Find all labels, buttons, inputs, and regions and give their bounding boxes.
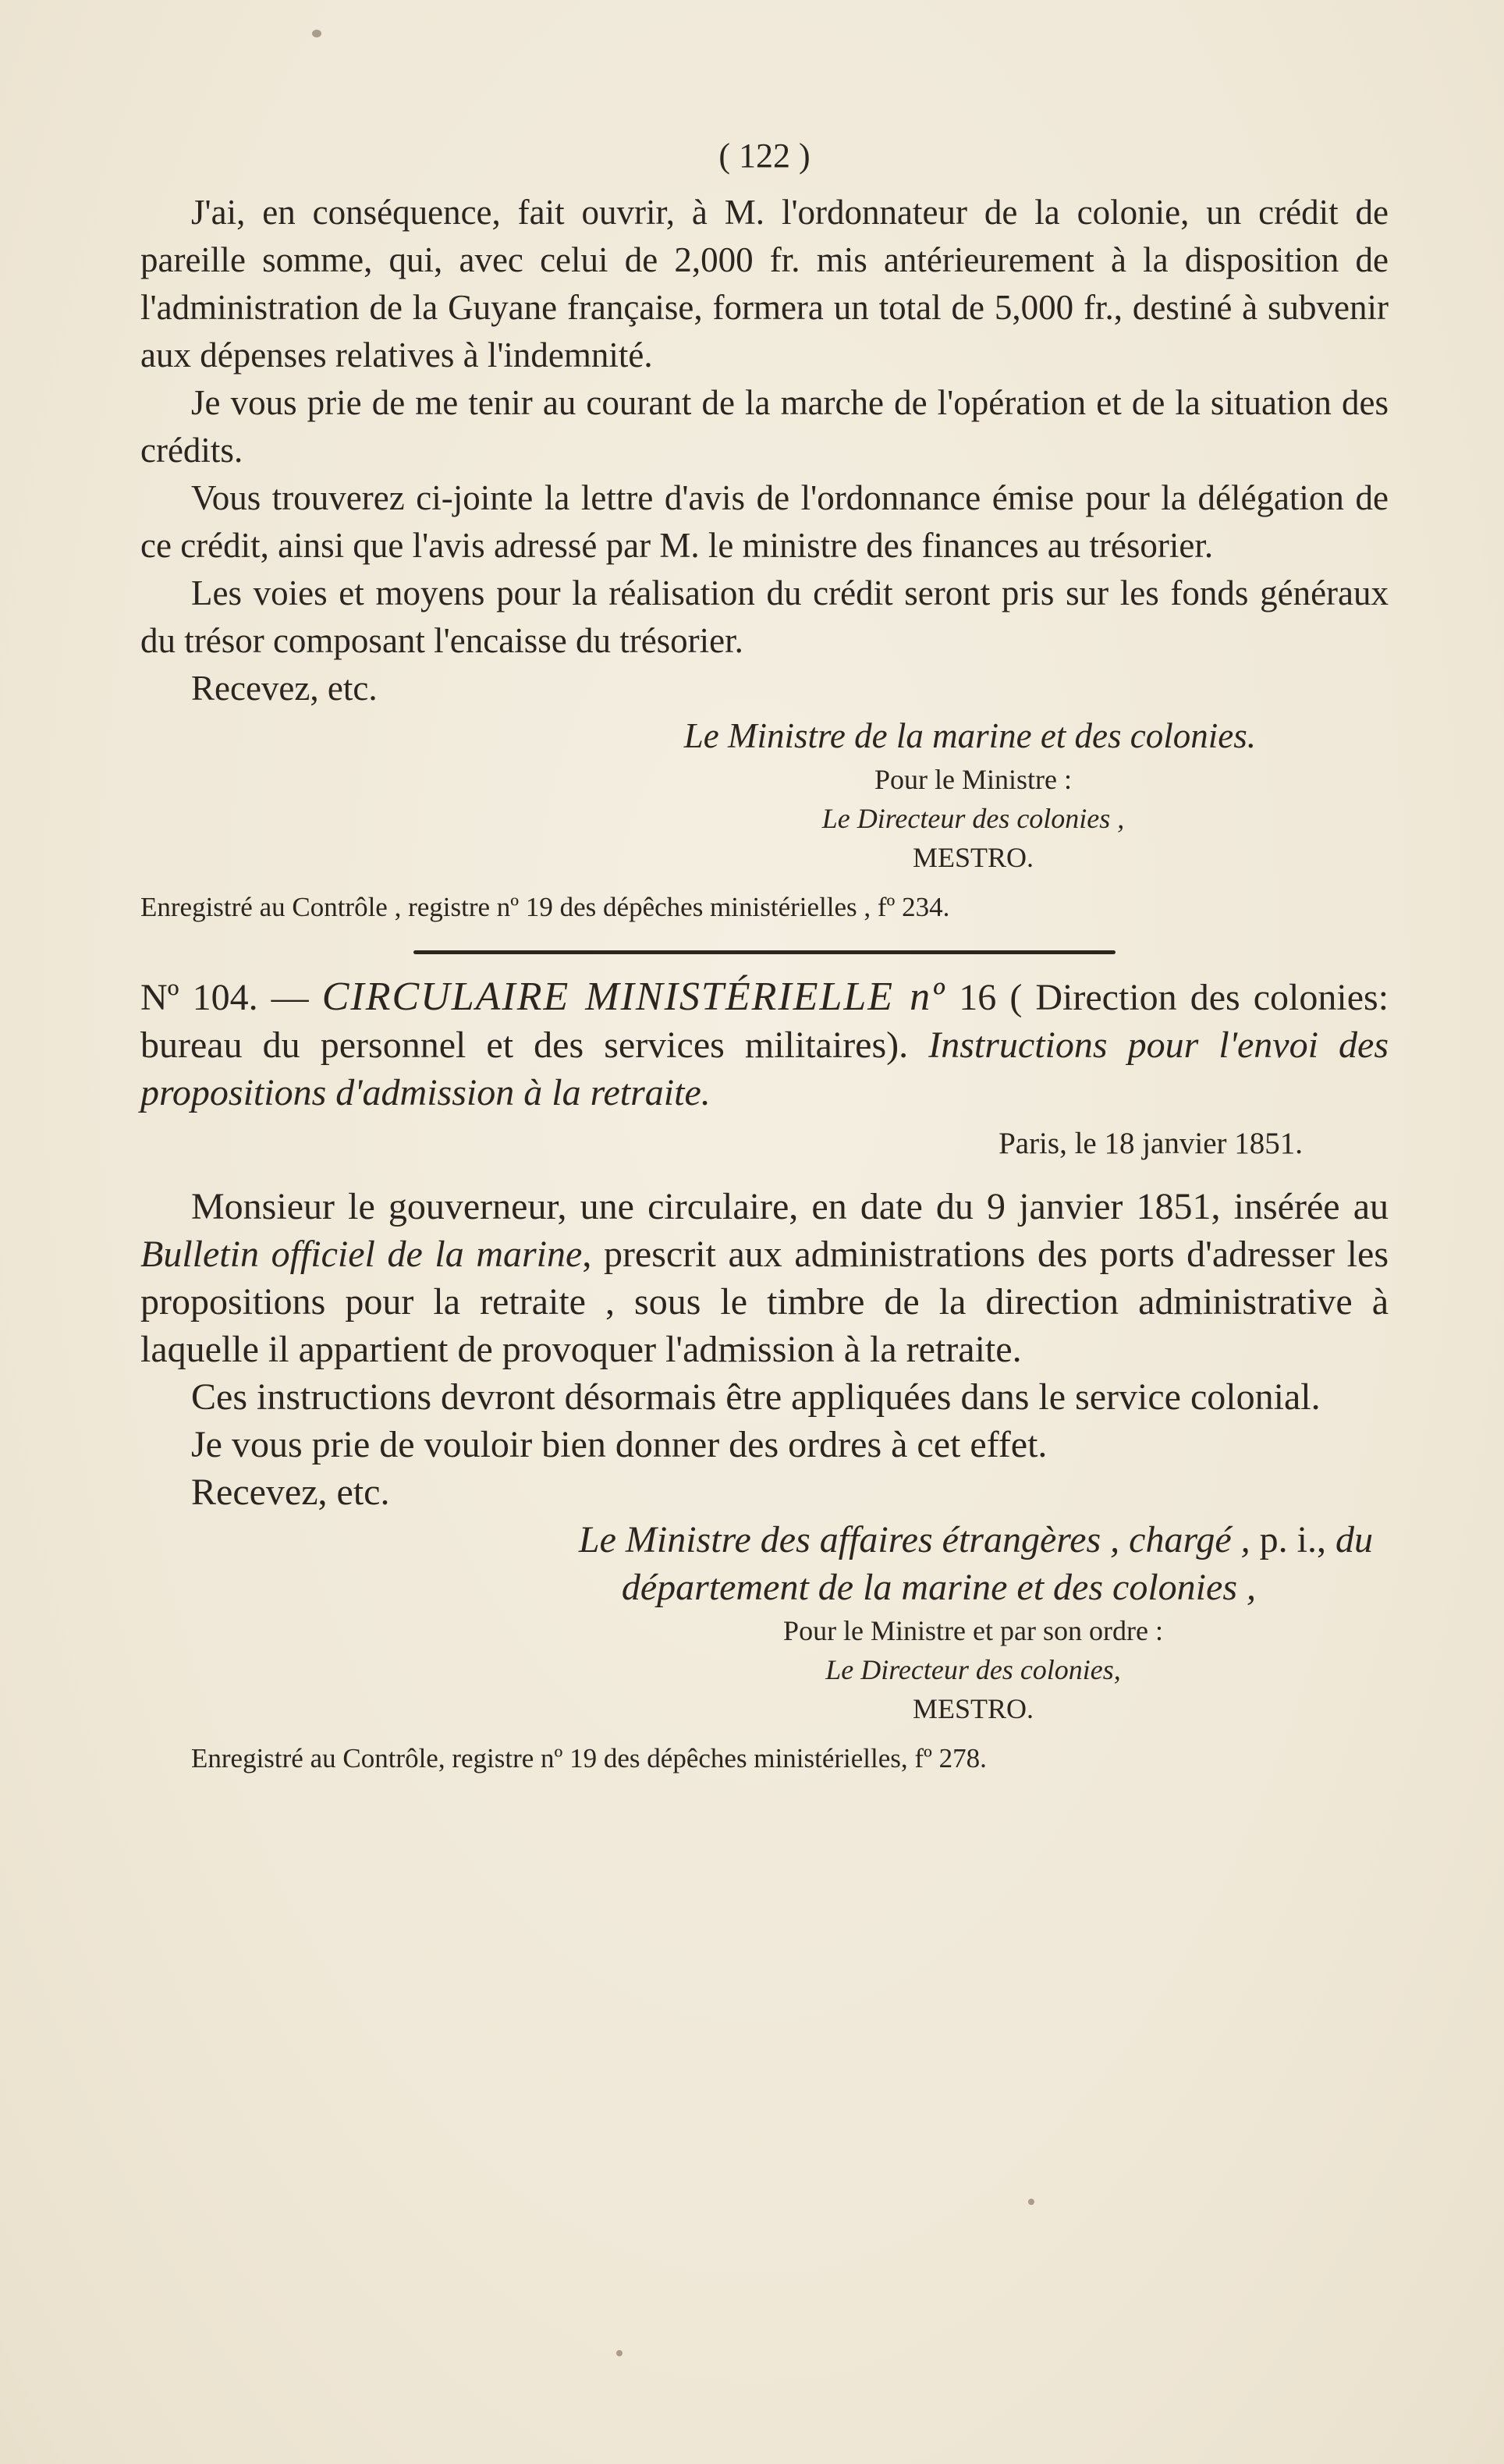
- letter2: [140, 973, 1389, 1780]
- page-content: [140, 133, 1389, 1780]
- letter2-circular-number: 16: [959, 977, 997, 1018]
- letter1-for-minister: Pour le Ministre :: [874, 764, 1072, 795]
- letter2-signature-part-a: Le Ministre des affaires étrangères , chargé ,: [578, 1519, 1250, 1560]
- letter2-paragraph-2: Ces instructions devront désormais être appliquées dans le service colonial.: [191, 1376, 1321, 1418]
- letter2-number: Nº 104. —: [140, 977, 309, 1018]
- letter2-signature-line-2: département de la marine et des colonies ,: [621, 1567, 1256, 1608]
- letter2-instructions: Instructions pour l'envoi des propositions d'admission à la retraite.: [140, 1024, 1389, 1113]
- letter2-signature-line-1: [140, 1516, 1373, 1564]
- letter1-paragraph-4: Les voies et moyens pour la réalisation du crédit seront pris sur les fonds généraux du trésor composant l'encaisse du trésorier.: [140, 573, 1389, 660]
- letter1-paragraph-3: Vous trouverez ci-jointe la lettre d'avis de l'ordonnance émise pour la délégation de ce crédit, ainsi que l'avis adressé par M. le ministre des finances au trésorier.: [140, 478, 1389, 565]
- letter1-paragraph-2: Je vous prie de me tenir au courant de la marche de l'opération et de la situation des crédits.: [140, 383, 1389, 470]
- letter2-signature-part-c: du: [1336, 1519, 1373, 1560]
- letter2-heading-rest: ( Direction des colonies: bureau du personnel et des services militaires).: [140, 977, 1389, 1066]
- letter2-paragraph-1-end: , prescrit aux administrations des ports d'adresser les propositions pour la retraite , sous le timbre de la direction administrative à laquelle il appartient de provoquer l'admission à la retraite.: [140, 1234, 1389, 1370]
- paper-speck: [616, 2350, 623, 2356]
- letter1-signature: Le Ministre de la marine et des colonies.: [683, 716, 1256, 755]
- letter2-director-name: MESTRO.: [912, 1693, 1034, 1724]
- letter1-paragraph-5: Recevez, etc.: [191, 669, 378, 708]
- section-divider: [413, 950, 1116, 954]
- page-number: ( 122 ): [718, 137, 811, 175]
- letter1-director-name: MESTRO.: [912, 842, 1034, 873]
- letter2-heading: [140, 973, 1389, 1117]
- letter2-paragraph-3: Je vous prie de vouloir bien donner des ordres à cet effet.: [191, 1424, 1048, 1465]
- letter2-date: Paris, le 18 janvier 1851.: [999, 1127, 1303, 1160]
- letter1-paragraph-1: J'ai, en conséquence, fait ouvrir, à M. l'ordonnateur de la colonie, un crédit de pareille somme, qui, avec celui de 2,000 fr. mis antérieurement à la disposition de l'administration de la Guyane française, formera un total de 5,000 fr., destiné à subvenir aux dépenses relatives à l'indemnité.: [140, 193, 1389, 375]
- paper-speck: [1028, 2199, 1034, 2205]
- letter2-signature-part-b: p. i.,: [1259, 1519, 1326, 1560]
- letter2-title: CIRCULAIRE MINISTÉRIELLE nº: [321, 975, 946, 1019]
- letter2-for-minister: Pour le Ministre et par son ordre :: [783, 1615, 1163, 1646]
- letter2-registration: Enregistré au Contrôle, registre nº 19 des dépêches ministérielles, fº 278.: [191, 1743, 987, 1773]
- letter2-paragraph-1-start: Monsieur le gouverneur, une circulaire, en date du 9 janvier 1851, insérée au: [191, 1186, 1389, 1227]
- letter2-paragraph-1: [140, 1183, 1389, 1373]
- letter2-paragraph-4: Recevez, etc.: [191, 1472, 390, 1513]
- letter1-registration: Enregistré au Contrôle , registre nº 19 des dépêches ministérielles , fº 234.: [140, 892, 950, 922]
- letter1-director: Le Directeur des colonies ,: [821, 803, 1125, 834]
- paper-speck: [312, 30, 321, 37]
- letter2-director: Le Directeur des colonies,: [825, 1654, 1121, 1685]
- bulletin-reference: Bulletin officiel de la marine: [140, 1234, 583, 1275]
